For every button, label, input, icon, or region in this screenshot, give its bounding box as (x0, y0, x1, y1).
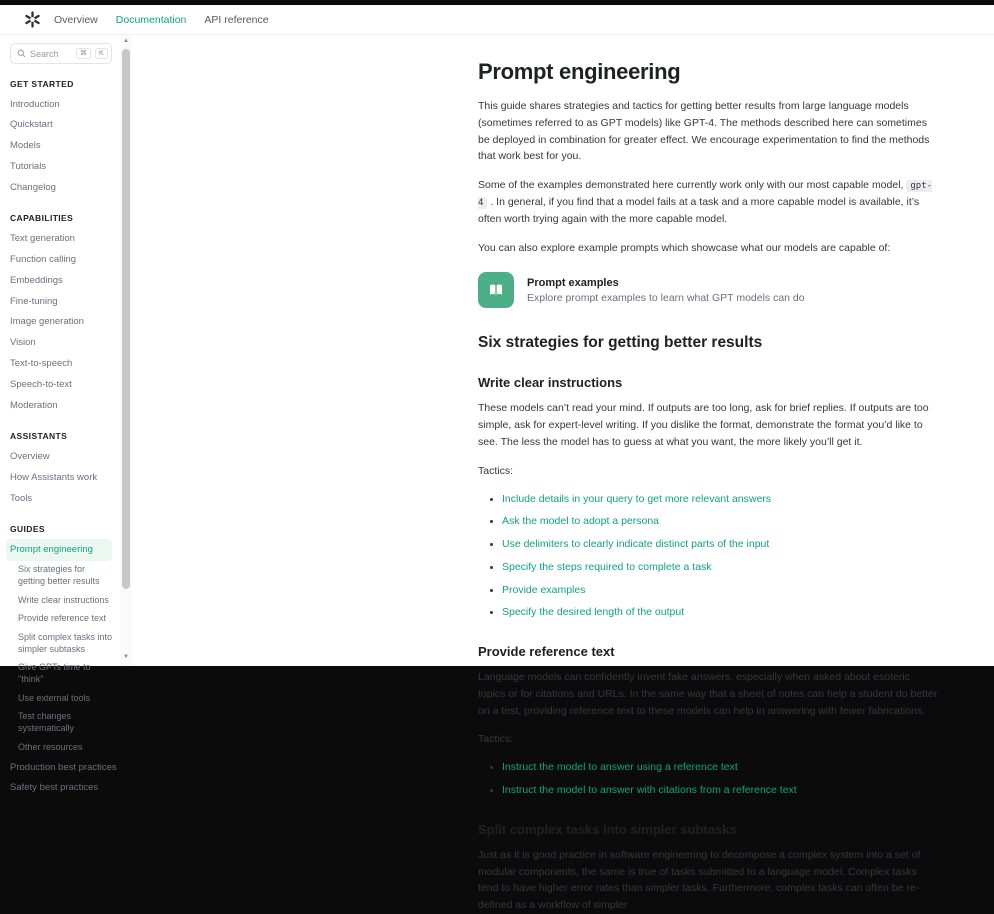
sidebar-subitem-split-complex-tasks[interactable]: Split complex tasks into simpler subtasks (18, 632, 113, 654)
k-key-badge: K (95, 48, 108, 59)
section-header-assistants: ASSISTANTS (10, 431, 68, 442)
sidebar-item-image-generation[interactable]: Image generation (10, 316, 84, 328)
nav-api-reference[interactable]: API reference (204, 13, 269, 26)
card-description: Explore prompt examples to learn what GPT models can do (527, 291, 805, 304)
gpt-4-code-pill: gpt-4 (478, 181, 933, 208)
intro-p2-text-before: Some of the examples demonstrated here currently work only with our most capable model, (478, 179, 907, 192)
sidebar-subitem-write-clear-instructions[interactable]: Write clear instructions (18, 594, 109, 605)
sidebar-subitem-six-strategies[interactable]: Six strategies for getting better results (18, 564, 100, 586)
top-navbar (0, 5, 994, 35)
sidebar-item-text-to-speech[interactable]: Text-to-speech (10, 358, 73, 370)
sidebar-item-changelog[interactable]: Changelog (10, 182, 56, 193)
book-icon (478, 272, 514, 308)
tactic-link[interactable]: • Instruct the model to answer using a reference text (502, 760, 940, 776)
heading-write-clear-instructions: Write clear instructions (478, 375, 623, 391)
sidebar-subitem-test-changes[interactable]: Test changes systematically (18, 711, 75, 734)
sidebar-item-tutorials[interactable]: Tutorials (10, 161, 47, 173)
sidebar-subitem-other-resources[interactable]: Other resources (18, 741, 83, 752)
intro-paragraph-3: You can also explore example prompts which showcase what our models are capable of: (478, 241, 891, 254)
search-icon (17, 49, 26, 58)
tactic-link[interactable]: • Include details in your query to get more relevant answers (502, 492, 940, 508)
tactic-link[interactable]: • Specify the desired length of the output (502, 605, 940, 621)
sidebar-item-embeddings[interactable]: Embeddings (10, 274, 63, 286)
sidebar-item-vision[interactable]: Vision (10, 337, 36, 349)
openai-logo-icon[interactable] (24, 11, 41, 28)
sidebar-subitem-give-gpts-time[interactable]: Give GPTs time to "think" (18, 662, 91, 685)
sidebar-item-introduction[interactable]: Introduction (10, 98, 60, 110)
tactics-list-2 (478, 760, 940, 799)
sidebar-item-quickstart[interactable]: Quickstart (10, 119, 53, 131)
tactic-link[interactable]: • Specify the steps required to complete a task (502, 560, 940, 576)
section-header-guides: GUIDES (10, 523, 45, 534)
provide-reference-text-body: Language models can confidently invent fake answers, especially when asked about esoteric topics or for citations and URLs. In the same way that a sheet of notes can help a student do better on a test, providing reference text to these models can help in answering with fewer fabrications. (478, 671, 938, 717)
tactics-label-1: Tactics: (478, 464, 514, 477)
top-nav-links (54, 14, 269, 26)
write-clear-instructions-body: These models can’t read your mind. If outputs are too long, ask for brief replies. If outputs are too simple, ask for expert-level writing. If you dislike the format, demonstrate the format you’d like to see. The less the model has to guess at what you want, the more likely you’ll get it. (478, 402, 929, 448)
card-title: Prompt examples (527, 276, 619, 289)
tactic-link[interactable]: • Provide examples (502, 583, 940, 599)
sidebar-item-function-calling[interactable]: Function calling (10, 253, 77, 265)
search-input[interactable] (30, 49, 72, 59)
sidebar-item-assistants-overview[interactable]: Overview (10, 450, 50, 462)
tactics-list-1 (478, 492, 940, 622)
sidebar-item-how-assistants-work[interactable]: How Assistants work (10, 471, 98, 483)
tactic-link[interactable]: • Instruct the model to answer with citations from a reference text (502, 783, 940, 799)
scrollbar-thumb[interactable] (122, 49, 130, 589)
intro-p2-text-after: . In general, if you find that a model fails at a task and a more capable model is available, it’s often worth trying again with the more capable model. (478, 195, 920, 225)
page-title: Prompt engineering (478, 59, 681, 84)
intro-paragraph-1: This guide shares strategies and tactics for getting better results from large language models (sometimes referred to as GPT models) like GPT-4. The methods described here can sometimes be deployed in combination for greater effect. We encourage experimentation to find the methods that work best for you. (478, 100, 930, 163)
card-text (527, 277, 805, 304)
sidebar-item-production-best-practices[interactable]: Production best practices (10, 761, 117, 773)
nav-documentation[interactable]: Documentation (115, 13, 187, 26)
sidebar-item-fine-tuning[interactable]: Fine-tuning (10, 295, 58, 307)
sidebar-item-prompt-engineering[interactable]: Prompt engineering (6, 539, 112, 561)
section-header-get-started: GET STARTED (10, 79, 74, 89)
section-header-capabilities: CAPABILITIES (10, 213, 74, 224)
sidebar-subitem-provide-reference-text[interactable]: Provide reference text (18, 613, 107, 624)
heading-split-complex-tasks: Split complex tasks into simpler subtasks (478, 821, 737, 837)
intro-paragraph-2 (478, 177, 940, 227)
tactics-label-2: Tactics: (478, 733, 514, 746)
heading-provide-reference-text: Provide reference text (478, 644, 615, 660)
sidebar-item-models[interactable]: Models (10, 140, 41, 152)
search-box[interactable] (10, 43, 112, 64)
nav-overview[interactable]: Overview (54, 13, 98, 26)
tactic-link[interactable]: • Use delimiters to clearly indicate distinct parts of the input (502, 537, 940, 553)
sidebar-item-text-generation[interactable]: Text generation (10, 232, 75, 244)
scrollbar-down-arrow[interactable]: ▼ (123, 654, 129, 660)
sidebar-item-safety-best-practices[interactable]: Safety best practices (10, 782, 99, 794)
sidebar-item-speech-to-text[interactable]: Speech-to-text (10, 379, 72, 390)
sidebar-item-tools[interactable]: Tools (10, 492, 33, 504)
sidebar (0, 35, 120, 794)
main-content (478, 35, 940, 912)
cmd-key-badge: ⌘ (76, 48, 91, 59)
tactic-link[interactable]: • Ask the model to adopt a persona (502, 514, 940, 530)
split-complex-tasks-body: Just as it is good practice in software engineering to decompose a complex system into a set of modular components, the same is true of tasks submitted to a language model. Complex tasks tend to have higher error rates than simpler tasks. Furthermore, complex tasks can often be re-defined as a workflow of simpler (478, 848, 921, 912)
sidebar-item-moderation[interactable]: Moderation (10, 399, 58, 411)
scrollbar-up-arrow[interactable]: ▲ (123, 38, 129, 44)
sidebar-subitem-use-external-tools[interactable]: Use external tools (18, 692, 91, 703)
sidebar-scrollbar[interactable] (120, 35, 132, 666)
heading-six-strategies: Six strategies for getting better results (478, 334, 763, 352)
prompt-examples-card[interactable] (478, 272, 940, 308)
docs-page (0, 5, 994, 912)
